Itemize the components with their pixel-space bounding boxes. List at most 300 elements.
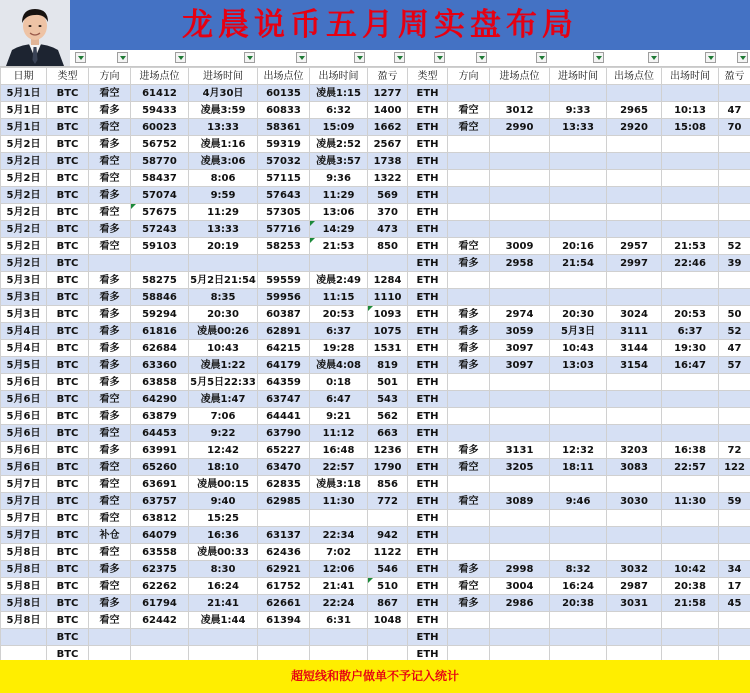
cell-direction[interactable]: 看多 — [89, 221, 131, 238]
cell-exit-time-2[interactable]: 11:30 — [662, 493, 719, 510]
cell-pnl-2[interactable]: 52 — [719, 238, 750, 255]
cell-pnl[interactable]: 569 — [368, 187, 408, 204]
cell-entry-price-2[interactable] — [490, 136, 550, 153]
cell-entry-price[interactable]: 63558 — [131, 544, 189, 561]
cell-entry-price-2[interactable] — [490, 272, 550, 289]
cell-entry-time[interactable]: 13:33 — [189, 119, 258, 136]
cell-entry-price[interactable] — [131, 629, 189, 646]
cell-type[interactable]: BTC — [47, 578, 89, 595]
cell-type-2[interactable]: ETH — [408, 595, 448, 612]
cell-pnl[interactable]: 1122 — [368, 544, 408, 561]
cell-exit-price-2[interactable]: 2920 — [607, 119, 662, 136]
cell-direction-2[interactable]: 看多 — [448, 255, 490, 272]
cell-type-2[interactable]: ETH — [408, 408, 448, 425]
cell-exit-time-2[interactable]: 21:53 — [662, 238, 719, 255]
cell-entry-time[interactable]: 凌晨1:16 — [189, 136, 258, 153]
cell-date[interactable]: 5月8日 — [1, 544, 47, 561]
cell-direction-2[interactable] — [448, 272, 490, 289]
cell-entry-price-2[interactable] — [490, 527, 550, 544]
cell-entry-price-2[interactable]: 3059 — [490, 323, 550, 340]
cell-entry-time-2[interactable]: 9:33 — [550, 102, 607, 119]
cell-entry-time[interactable]: 10:43 — [189, 340, 258, 357]
cell-date[interactable]: 5月2日 — [1, 170, 47, 187]
cell-pnl[interactable]: 1093 — [368, 306, 408, 323]
cell-exit-price-2[interactable] — [607, 391, 662, 408]
cell-date[interactable]: 5月2日 — [1, 255, 47, 272]
cell-direction-2[interactable]: 看多 — [448, 357, 490, 374]
cell-entry-price[interactable]: 61412 — [131, 85, 189, 102]
cell-entry-price-2[interactable] — [490, 408, 550, 425]
cell-entry-price-2[interactable] — [490, 85, 550, 102]
cell-date[interactable]: 5月8日 — [1, 578, 47, 595]
cell-entry-time[interactable] — [189, 255, 258, 272]
cell-entry-price[interactable]: 57675 — [131, 204, 189, 221]
cell-exit-time[interactable]: 凌晨2:49 — [310, 272, 368, 289]
filter-dropdown-icon[interactable] — [117, 52, 128, 63]
cell-exit-price[interactable]: 64359 — [258, 374, 310, 391]
cell-exit-time-2[interactable]: 10:42 — [662, 561, 719, 578]
cell-direction[interactable]: 看多 — [89, 561, 131, 578]
cell-exit-price[interactable]: 57305 — [258, 204, 310, 221]
cell-date[interactable]: 5月4日 — [1, 323, 47, 340]
cell-type-2[interactable]: ETH — [408, 646, 448, 663]
cell-direction[interactable]: 看空 — [89, 612, 131, 629]
cell-entry-price[interactable]: 61794 — [131, 595, 189, 612]
cell-type[interactable]: BTC — [47, 646, 89, 663]
cell-pnl[interactable]: 1322 — [368, 170, 408, 187]
cell-direction[interactable]: 看空 — [89, 204, 131, 221]
cell-date[interactable]: 5月8日 — [1, 561, 47, 578]
filter-dropdown-icon[interactable] — [394, 52, 405, 63]
cell-direction-2[interactable] — [448, 221, 490, 238]
cell-entry-price-2[interactable]: 2986 — [490, 595, 550, 612]
cell-exit-price[interactable] — [258, 629, 310, 646]
cell-entry-time[interactable]: 20:19 — [189, 238, 258, 255]
cell-date[interactable]: 5月7日 — [1, 476, 47, 493]
cell-exit-time[interactable]: 11:29 — [310, 187, 368, 204]
cell-entry-time[interactable]: 凌晨1:22 — [189, 357, 258, 374]
cell-direction-2[interactable]: 看空 — [448, 459, 490, 476]
cell-entry-time[interactable]: 凌晨3:59 — [189, 102, 258, 119]
cell-type[interactable]: BTC — [47, 272, 89, 289]
cell-pnl-2[interactable]: 72 — [719, 442, 750, 459]
cell-entry-time-2[interactable]: 13:03 — [550, 357, 607, 374]
cell-type-2[interactable]: ETH — [408, 119, 448, 136]
cell-type-2[interactable]: ETH — [408, 136, 448, 153]
cell-exit-price[interactable]: 60387 — [258, 306, 310, 323]
cell-exit-time[interactable] — [310, 255, 368, 272]
cell-exit-time-2[interactable]: 22:46 — [662, 255, 719, 272]
cell-date[interactable]: 5月6日 — [1, 425, 47, 442]
cell-entry-time-2[interactable]: 16:24 — [550, 578, 607, 595]
cell-type[interactable]: BTC — [47, 204, 89, 221]
cell-entry-price[interactable]: 64290 — [131, 391, 189, 408]
cell-direction-2[interactable]: 看多 — [448, 306, 490, 323]
cell-entry-price-2[interactable] — [490, 221, 550, 238]
cell-date[interactable]: 5月6日 — [1, 442, 47, 459]
cell-type-2[interactable]: ETH — [408, 442, 448, 459]
cell-entry-time-2[interactable]: 5月3日 — [550, 323, 607, 340]
cell-exit-price-2[interactable] — [607, 510, 662, 527]
cell-entry-time-2[interactable] — [550, 544, 607, 561]
cell-pnl-2[interactable] — [719, 153, 750, 170]
cell-entry-price-2[interactable]: 3089 — [490, 493, 550, 510]
cell-pnl-2[interactable] — [719, 391, 750, 408]
cell-pnl-2[interactable]: 47 — [719, 340, 750, 357]
cell-exit-price-2[interactable]: 3203 — [607, 442, 662, 459]
cell-direction-2[interactable]: 看空 — [448, 119, 490, 136]
cell-entry-price[interactable]: 62684 — [131, 340, 189, 357]
cell-entry-time-2[interactable] — [550, 391, 607, 408]
filter-dropdown-icon[interactable] — [175, 52, 186, 63]
cell-exit-price[interactable]: 57643 — [258, 187, 310, 204]
cell-entry-time[interactable]: 凌晨1:44 — [189, 612, 258, 629]
cell-entry-time-2[interactable]: 20:38 — [550, 595, 607, 612]
cell-exit-price-2[interactable]: 3144 — [607, 340, 662, 357]
cell-direction-2[interactable]: 看空 — [448, 578, 490, 595]
cell-exit-price-2[interactable] — [607, 612, 662, 629]
cell-entry-price[interactable]: 63991 — [131, 442, 189, 459]
cell-direction[interactable]: 看多 — [89, 408, 131, 425]
cell-type[interactable]: BTC — [47, 221, 89, 238]
cell-entry-time[interactable] — [189, 629, 258, 646]
cell-entry-price-2[interactable]: 3004 — [490, 578, 550, 595]
cell-entry-price-2[interactable] — [490, 476, 550, 493]
filter-dropdown-icon[interactable] — [648, 52, 659, 63]
cell-pnl[interactable]: 1236 — [368, 442, 408, 459]
cell-exit-time-2[interactable] — [662, 153, 719, 170]
cell-exit-time[interactable]: 15:09 — [310, 119, 368, 136]
cell-type-2[interactable]: ETH — [408, 204, 448, 221]
cell-pnl-2[interactable] — [719, 408, 750, 425]
cell-entry-time-2[interactable]: 9:46 — [550, 493, 607, 510]
cell-exit-time-2[interactable]: 20:53 — [662, 306, 719, 323]
cell-date[interactable]: 5月6日 — [1, 408, 47, 425]
cell-type[interactable]: BTC — [47, 136, 89, 153]
cell-exit-price-2[interactable]: 3030 — [607, 493, 662, 510]
cell-exit-price[interactable]: 62661 — [258, 595, 310, 612]
cell-entry-price-2[interactable]: 2990 — [490, 119, 550, 136]
cell-date[interactable]: 5月1日 — [1, 85, 47, 102]
cell-type-2[interactable]: ETH — [408, 238, 448, 255]
cell-exit-time[interactable] — [310, 629, 368, 646]
cell-entry-price-2[interactable]: 2998 — [490, 561, 550, 578]
cell-entry-time[interactable]: 4月30日 — [189, 85, 258, 102]
cell-direction[interactable]: 看空 — [89, 510, 131, 527]
cell-exit-price-2[interactable]: 3024 — [607, 306, 662, 323]
cell-exit-price-2[interactable] — [607, 272, 662, 289]
cell-entry-time-2[interactable] — [550, 510, 607, 527]
cell-direction[interactable]: 看空 — [89, 170, 131, 187]
cell-entry-price-2[interactable]: 3009 — [490, 238, 550, 255]
cell-type[interactable]: BTC — [47, 187, 89, 204]
cell-entry-price[interactable]: 65260 — [131, 459, 189, 476]
cell-direction-2[interactable] — [448, 85, 490, 102]
cell-direction[interactable] — [89, 629, 131, 646]
cell-type-2[interactable]: ETH — [408, 391, 448, 408]
cell-entry-price-2[interactable] — [490, 187, 550, 204]
cell-pnl-2[interactable] — [719, 374, 750, 391]
cell-pnl-2[interactable]: 59 — [719, 493, 750, 510]
cell-direction-2[interactable] — [448, 544, 490, 561]
cell-entry-time-2[interactable] — [550, 85, 607, 102]
cell-entry-price[interactable]: 58770 — [131, 153, 189, 170]
cell-type-2[interactable]: ETH — [408, 459, 448, 476]
cell-direction[interactable]: 看空 — [89, 238, 131, 255]
cell-pnl[interactable]: 1400 — [368, 102, 408, 119]
cell-entry-price-2[interactable] — [490, 153, 550, 170]
cell-exit-time-2[interactable] — [662, 510, 719, 527]
filter-dropdown-icon[interactable] — [296, 52, 307, 63]
cell-type-2[interactable]: ETH — [408, 527, 448, 544]
cell-type-2[interactable]: ETH — [408, 629, 448, 646]
cell-direction[interactable] — [89, 255, 131, 272]
cell-type[interactable]: BTC — [47, 442, 89, 459]
cell-exit-time-2[interactable] — [662, 612, 719, 629]
cell-pnl[interactable]: 1277 — [368, 85, 408, 102]
cell-type[interactable]: BTC — [47, 102, 89, 119]
cell-direction[interactable]: 看多 — [89, 323, 131, 340]
cell-direction[interactable]: 看多 — [89, 187, 131, 204]
cell-entry-time[interactable]: 凌晨00:33 — [189, 544, 258, 561]
cell-entry-price-2[interactable] — [490, 391, 550, 408]
cell-type-2[interactable]: ETH — [408, 272, 448, 289]
cell-exit-price-2[interactable]: 3083 — [607, 459, 662, 476]
cell-entry-time[interactable]: 凌晨1:47 — [189, 391, 258, 408]
cell-type[interactable]: BTC — [47, 425, 89, 442]
cell-entry-time[interactable]: 13:33 — [189, 221, 258, 238]
cell-entry-price-2[interactable] — [490, 170, 550, 187]
cell-pnl-2[interactable] — [719, 85, 750, 102]
cell-exit-price[interactable]: 65227 — [258, 442, 310, 459]
cell-direction[interactable]: 看空 — [89, 153, 131, 170]
cell-direction[interactable]: 看空 — [89, 476, 131, 493]
cell-exit-price[interactable]: 60833 — [258, 102, 310, 119]
cell-pnl[interactable]: 473 — [368, 221, 408, 238]
cell-entry-price-2[interactable]: 2958 — [490, 255, 550, 272]
cell-entry-time[interactable]: 9:59 — [189, 187, 258, 204]
cell-entry-price[interactable]: 57074 — [131, 187, 189, 204]
cell-date[interactable]: 5月4日 — [1, 340, 47, 357]
cell-entry-time-2[interactable] — [550, 374, 607, 391]
cell-type[interactable]: BTC — [47, 595, 89, 612]
cell-exit-price[interactable]: 59559 — [258, 272, 310, 289]
cell-exit-price-2[interactable] — [607, 629, 662, 646]
cell-type[interactable]: BTC — [47, 170, 89, 187]
cell-direction[interactable]: 补仓 — [89, 527, 131, 544]
cell-exit-price[interactable]: 57115 — [258, 170, 310, 187]
cell-direction-2[interactable]: 看多 — [448, 340, 490, 357]
cell-type[interactable]: BTC — [47, 119, 89, 136]
cell-pnl[interactable]: 663 — [368, 425, 408, 442]
cell-exit-time-2[interactable] — [662, 136, 719, 153]
cell-exit-price[interactable]: 62835 — [258, 476, 310, 493]
filter-dropdown-icon[interactable] — [737, 52, 748, 63]
cell-type[interactable]: BTC — [47, 561, 89, 578]
cell-exit-price-2[interactable]: 3032 — [607, 561, 662, 578]
cell-pnl-2[interactable] — [719, 170, 750, 187]
cell-entry-price[interactable]: 61816 — [131, 323, 189, 340]
cell-type[interactable]: BTC — [47, 323, 89, 340]
cell-pnl-2[interactable]: 70 — [719, 119, 750, 136]
cell-pnl[interactable]: 1075 — [368, 323, 408, 340]
cell-entry-price-2[interactable] — [490, 510, 550, 527]
cell-exit-time-2[interactable] — [662, 544, 719, 561]
cell-entry-price-2[interactable]: 3012 — [490, 102, 550, 119]
cell-exit-price[interactable]: 64215 — [258, 340, 310, 357]
cell-direction-2[interactable] — [448, 527, 490, 544]
cell-exit-time-2[interactable]: 6:37 — [662, 323, 719, 340]
cell-direction-2[interactable]: 看空 — [448, 102, 490, 119]
cell-pnl-2[interactable]: 122 — [719, 459, 750, 476]
cell-direction[interactable]: 看空 — [89, 391, 131, 408]
cell-exit-price-2[interactable] — [607, 136, 662, 153]
cell-exit-time[interactable]: 凌晨3:57 — [310, 153, 368, 170]
cell-entry-price[interactable]: 60023 — [131, 119, 189, 136]
cell-entry-price[interactable]: 58275 — [131, 272, 189, 289]
cell-direction[interactable]: 看多 — [89, 357, 131, 374]
cell-entry-time[interactable]: 12:42 — [189, 442, 258, 459]
cell-entry-time-2[interactable]: 18:11 — [550, 459, 607, 476]
cell-type-2[interactable]: ETH — [408, 612, 448, 629]
cell-exit-price-2[interactable]: 2957 — [607, 238, 662, 255]
cell-entry-time-2[interactable] — [550, 136, 607, 153]
cell-exit-price[interactable]: 62891 — [258, 323, 310, 340]
cell-exit-price-2[interactable]: 3031 — [607, 595, 662, 612]
cell-exit-time-2[interactable] — [662, 476, 719, 493]
cell-exit-time[interactable]: 11:15 — [310, 289, 368, 306]
cell-exit-time[interactable]: 20:53 — [310, 306, 368, 323]
cell-pnl-2[interactable] — [719, 544, 750, 561]
cell-entry-time[interactable]: 凌晨00:15 — [189, 476, 258, 493]
cell-date[interactable]: 5月3日 — [1, 272, 47, 289]
cell-type[interactable]: BTC — [47, 153, 89, 170]
cell-type[interactable]: BTC — [47, 493, 89, 510]
cell-exit-time[interactable]: 13:06 — [310, 204, 368, 221]
cell-type-2[interactable]: ETH — [408, 323, 448, 340]
cell-type-2[interactable]: ETH — [408, 374, 448, 391]
cell-direction-2[interactable] — [448, 629, 490, 646]
cell-direction-2[interactable] — [448, 510, 490, 527]
cell-entry-price[interactable]: 63691 — [131, 476, 189, 493]
cell-pnl-2[interactable] — [719, 629, 750, 646]
cell-type-2[interactable]: ETH — [408, 255, 448, 272]
cell-entry-time[interactable]: 5月2日21:54 — [189, 272, 258, 289]
cell-entry-price[interactable]: 63360 — [131, 357, 189, 374]
cell-exit-price-2[interactable] — [607, 425, 662, 442]
cell-type[interactable]: BTC — [47, 612, 89, 629]
cell-exit-time-2[interactable]: 16:47 — [662, 357, 719, 374]
cell-date[interactable]: 5月6日 — [1, 374, 47, 391]
cell-exit-price-2[interactable] — [607, 85, 662, 102]
cell-pnl[interactable] — [368, 255, 408, 272]
cell-type-2[interactable]: ETH — [408, 340, 448, 357]
cell-direction[interactable]: 看空 — [89, 85, 131, 102]
cell-date[interactable]: 5月7日 — [1, 493, 47, 510]
cell-exit-time[interactable]: 22:34 — [310, 527, 368, 544]
cell-entry-price[interactable]: 62375 — [131, 561, 189, 578]
cell-entry-time[interactable]: 5月5日22:33 — [189, 374, 258, 391]
cell-type-2[interactable]: ETH — [408, 493, 448, 510]
cell-type-2[interactable]: ETH — [408, 187, 448, 204]
cell-direction-2[interactable]: 看多 — [448, 561, 490, 578]
cell-entry-time-2[interactable] — [550, 527, 607, 544]
cell-direction[interactable]: 看空 — [89, 493, 131, 510]
cell-entry-time-2[interactable] — [550, 476, 607, 493]
cell-direction[interactable]: 看多 — [89, 272, 131, 289]
cell-entry-time-2[interactable] — [550, 204, 607, 221]
cell-exit-price-2[interactable] — [607, 527, 662, 544]
cell-pnl-2[interactable] — [719, 187, 750, 204]
cell-direction-2[interactable] — [448, 136, 490, 153]
cell-exit-time-2[interactable] — [662, 374, 719, 391]
cell-exit-time[interactable]: 6:37 — [310, 323, 368, 340]
cell-exit-time[interactable]: 12:06 — [310, 561, 368, 578]
cell-exit-price-2[interactable] — [607, 221, 662, 238]
cell-exit-price[interactable]: 61394 — [258, 612, 310, 629]
cell-pnl[interactable]: 562 — [368, 408, 408, 425]
cell-entry-price-2[interactable]: 3131 — [490, 442, 550, 459]
cell-type[interactable]: BTC — [47, 238, 89, 255]
cell-entry-price[interactable]: 57243 — [131, 221, 189, 238]
cell-exit-time-2[interactable]: 10:13 — [662, 102, 719, 119]
cell-pnl-2[interactable] — [719, 204, 750, 221]
cell-type[interactable]: BTC — [47, 374, 89, 391]
cell-exit-time-2[interactable] — [662, 187, 719, 204]
cell-entry-price-2[interactable] — [490, 289, 550, 306]
cell-exit-time-2[interactable] — [662, 272, 719, 289]
cell-entry-time-2[interactable]: 20:16 — [550, 238, 607, 255]
cell-exit-time[interactable]: 16:48 — [310, 442, 368, 459]
cell-type-2[interactable]: ETH — [408, 425, 448, 442]
cell-type[interactable]: BTC — [47, 391, 89, 408]
cell-entry-price-2[interactable] — [490, 425, 550, 442]
cell-entry-time-2[interactable] — [550, 425, 607, 442]
cell-exit-price[interactable]: 58253 — [258, 238, 310, 255]
cell-type[interactable]: BTC — [47, 544, 89, 561]
cell-pnl[interactable]: 1531 — [368, 340, 408, 357]
cell-entry-price[interactable]: 63812 — [131, 510, 189, 527]
cell-entry-time[interactable]: 21:41 — [189, 595, 258, 612]
cell-pnl-2[interactable] — [719, 289, 750, 306]
cell-exit-time[interactable]: 0:18 — [310, 374, 368, 391]
cell-direction-2[interactable] — [448, 612, 490, 629]
cell-entry-time-2[interactable] — [550, 289, 607, 306]
cell-direction-2[interactable] — [448, 408, 490, 425]
cell-pnl[interactable]: 850 — [368, 238, 408, 255]
cell-exit-time-2[interactable] — [662, 408, 719, 425]
cell-entry-time-2[interactable]: 20:30 — [550, 306, 607, 323]
cell-direction[interactable]: 看空 — [89, 459, 131, 476]
cell-pnl[interactable]: 546 — [368, 561, 408, 578]
cell-exit-price[interactable] — [258, 255, 310, 272]
cell-type-2[interactable]: ETH — [408, 578, 448, 595]
cell-exit-time-2[interactable] — [662, 289, 719, 306]
cell-type[interactable]: BTC — [47, 629, 89, 646]
cell-entry-price-2[interactable]: 3097 — [490, 340, 550, 357]
cell-entry-time-2[interactable] — [550, 612, 607, 629]
cell-date[interactable]: 5月1日 — [1, 119, 47, 136]
cell-entry-time-2[interactable]: 21:54 — [550, 255, 607, 272]
cell-type[interactable]: BTC — [47, 85, 89, 102]
cell-exit-price[interactable]: 63747 — [258, 391, 310, 408]
cell-date[interactable] — [1, 629, 47, 646]
cell-pnl-2[interactable]: 50 — [719, 306, 750, 323]
cell-entry-price[interactable]: 59103 — [131, 238, 189, 255]
cell-exit-time-2[interactable]: 20:38 — [662, 578, 719, 595]
cell-date[interactable]: 5月5日 — [1, 357, 47, 374]
cell-entry-price[interactable]: 63858 — [131, 374, 189, 391]
